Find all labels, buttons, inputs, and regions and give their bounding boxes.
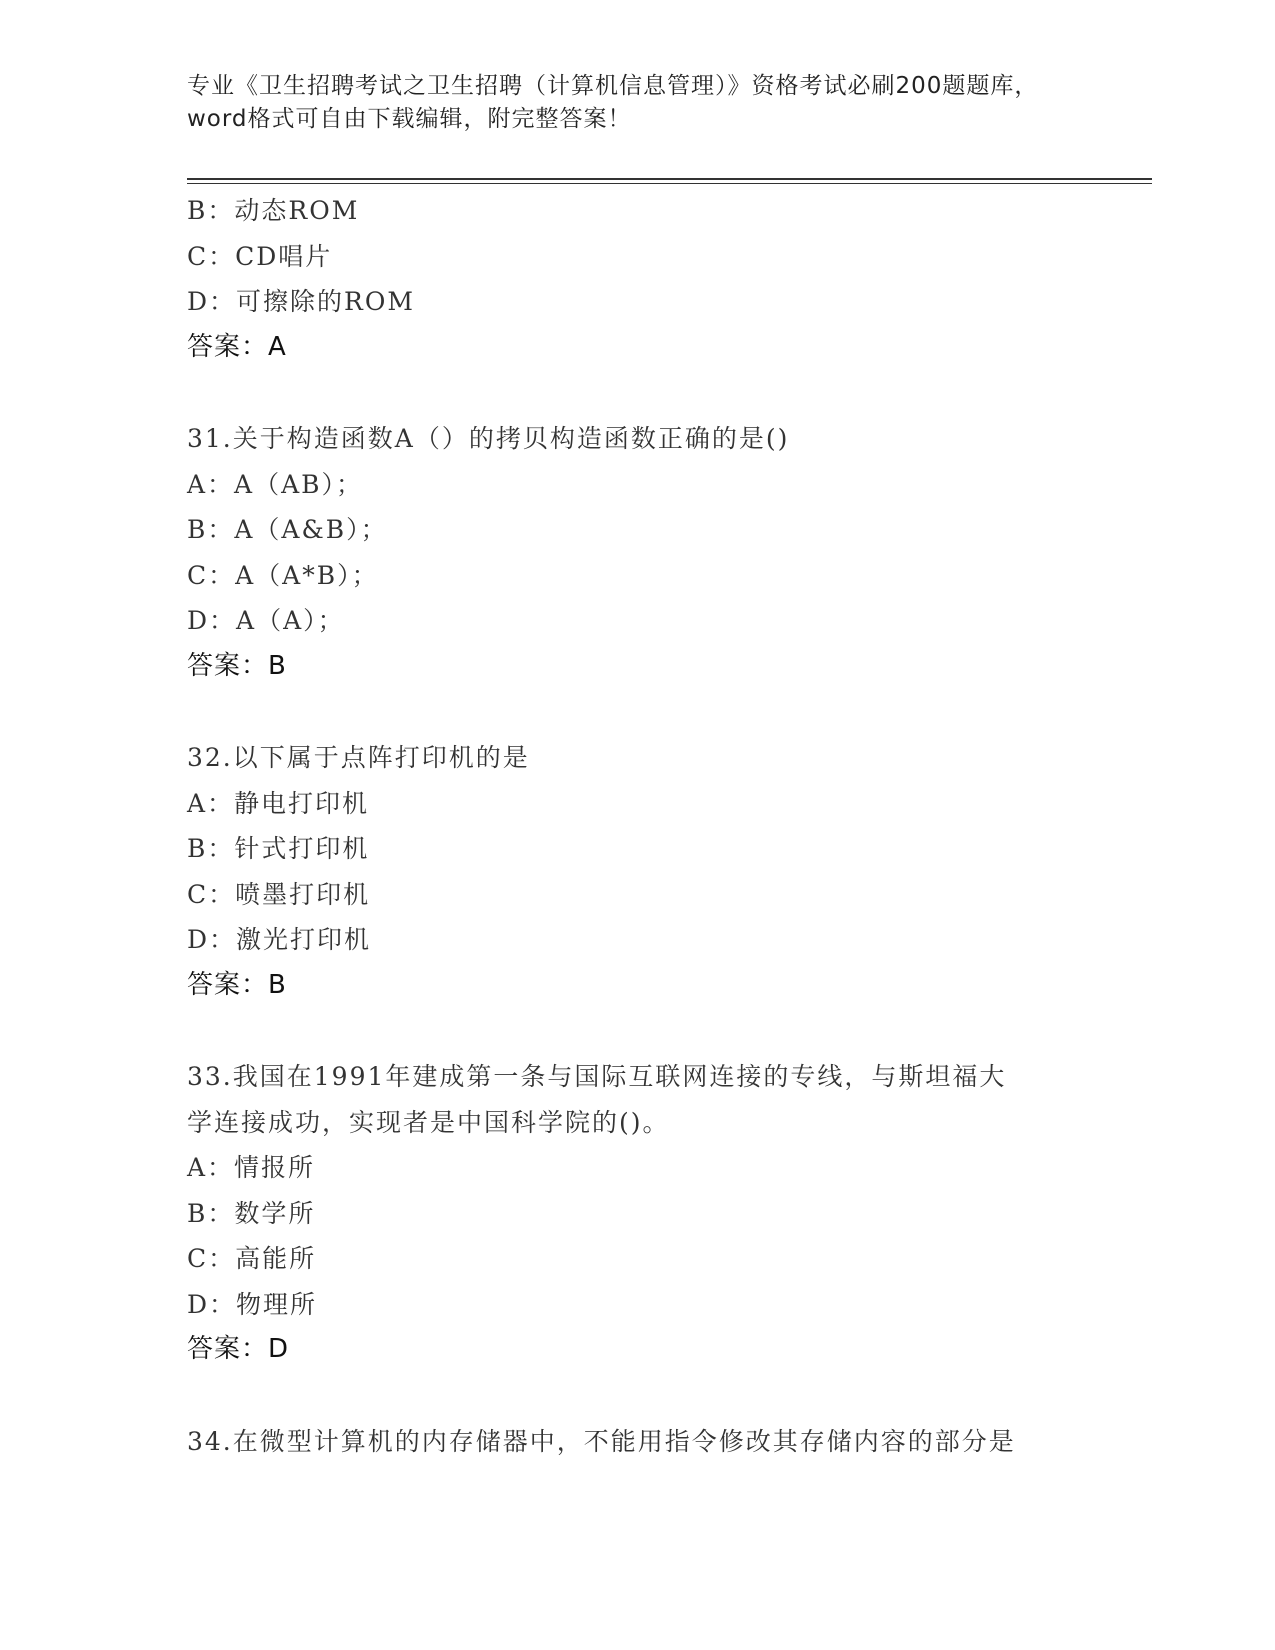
answer-line: 答案：D [187, 1334, 290, 1364]
question-text: 31.关于构造函数A（）的拷贝构造函数正确的是() [187, 424, 790, 453]
question-text: 34.在微型计算机的内存储器中，不能用指令修改其存储内容的部分是 [187, 1426, 1016, 1456]
question-block-34 [187, 1419, 1147, 1465]
option-line: C：A（A*B）； [187, 560, 379, 590]
option-line: D：可擦除的ROM [187, 287, 415, 316]
option-line: A：静电打印机 [187, 788, 370, 818]
question-text: 32.以下属于点阵打印机的是 [187, 743, 530, 772]
option-line: A：情报所 [187, 1153, 316, 1182]
question-block-33 [187, 1054, 1147, 1373]
question-list [187, 188, 1147, 1464]
option-line: C：高能所 [187, 1244, 317, 1273]
option-line: A：A（AB）； [187, 469, 364, 499]
spacer [187, 1373, 1147, 1419]
document-header [187, 70, 1087, 136]
answer-line: 答案：B [187, 969, 287, 1000]
answer-line: 答案：A [187, 331, 287, 362]
option-line: B：针式打印机 [187, 834, 370, 863]
question-text: 33.我国在1991年建成第一条与国际互联网连接的专线，与斯坦福大 [187, 1062, 1007, 1091]
spacer [187, 689, 1147, 735]
answer-line: 答案：B [187, 650, 287, 681]
option-line: D：物理所 [187, 1289, 318, 1319]
header-divider-thin [187, 183, 1152, 184]
header-line-2: word格式可自由下载编辑，附完整答案！ [187, 106, 632, 132]
question-block-32 [187, 735, 1147, 1008]
question-block-31 [187, 416, 1147, 689]
question-text-continued: 学连接成功，实现者是中国科学院的()。 [187, 1107, 670, 1137]
option-line: B：A（A&B）； [187, 515, 388, 544]
option-line: B：动态ROM [187, 196, 360, 225]
option-line: C：CD唱片 [187, 241, 333, 271]
spacer [187, 370, 1147, 416]
header-divider-thick [187, 178, 1152, 180]
spacer [187, 1008, 1147, 1054]
header-line-1: 专业《卫生招聘考试之卫生招聘（计算机信息管理）》资格考试必刷200题题库， [187, 73, 1039, 99]
option-line: D：激光打印机 [187, 925, 372, 954]
option-line: B：数学所 [187, 1198, 316, 1228]
option-line: C：喷墨打印机 [187, 879, 371, 909]
option-line: D：A（A）； [187, 606, 345, 635]
question-block-partial [187, 188, 1147, 370]
